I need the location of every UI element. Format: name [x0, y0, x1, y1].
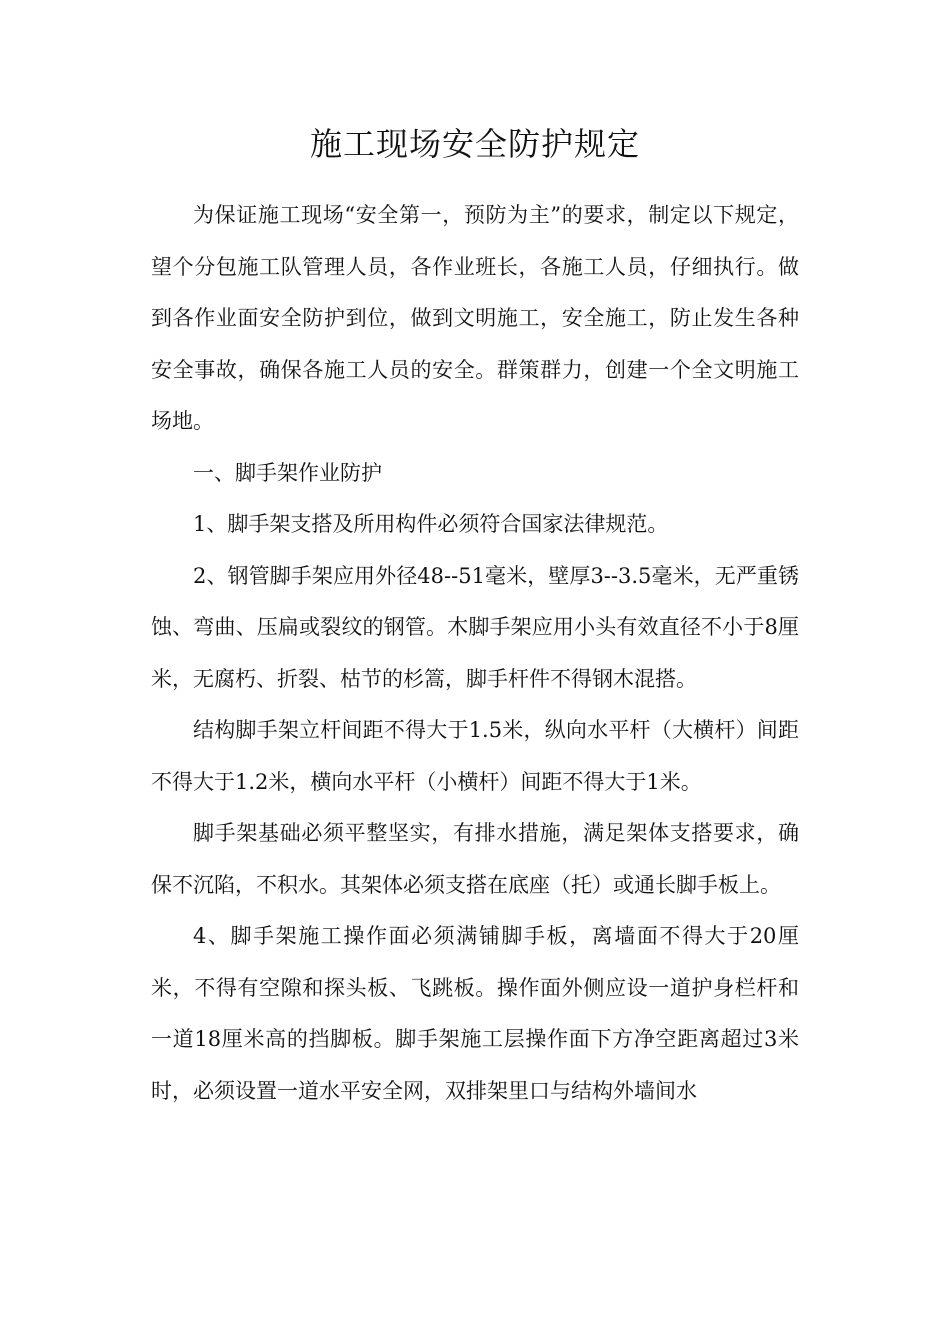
clause-1-paragraph: 1、脚手架支搭及所用构件必须符合国家法律规范。: [193, 512, 669, 536]
spacing-paragraph: 结构脚手架立杆间距不得大于1.5米，纵向水平杆（大横杆）间距不得大于1.2米，横向水平杆（小横杆）间距不得大于1米。: [151, 718, 799, 794]
foundation-paragraph: 脚手架基础必须平整坚实，有排水措施，满足架体支搭要求，确保不沉陷，不积水。其架体必须支搭在底座（托）或通长脚手板上。: [151, 821, 799, 897]
document-body: [151, 190, 799, 1117]
section-heading-scaffold: 一、脚手架作业防护: [193, 460, 382, 485]
clause-4-paragraph: 4、脚手架施工操作面必须满铺脚手板，离墙面不得大于20厘米，不得有空隙和探头板、飞跳板。操作面外侧应设一道护身栏杆和一道18厘米高的挡脚板。脚手架施工层操作面下方净空距离超过3米时，必须设置一道水平安全网，双排架里口与结构外墙间水: [151, 924, 799, 1103]
intro-paragraph: 为保证施工现场“安全第一，预防为主”的要求，制定以下规定，望个分包施工队管理人员，各作业班长，各施工人员，仔细执行。做到各作业面安全防护到位，做到文明施工，安全施工，防止发生各种安全事故，确保各施工人员的安全。群策群力，创建一个全文明施工场地。: [151, 203, 799, 433]
clause-2-paragraph: 2、钢管脚手架应用外径48--51毫米，壁厚3--3.5毫米，无严重锈蚀、弯曲、压扁或裂纹的钢管。木脚手架应用小头有效直径不小于8厘米，无腐朽、折裂、枯节的杉篙，脚手杆件不得钢木混搭。: [151, 563, 799, 691]
document-title: 施工现场安全防护规定: [309, 125, 640, 163]
